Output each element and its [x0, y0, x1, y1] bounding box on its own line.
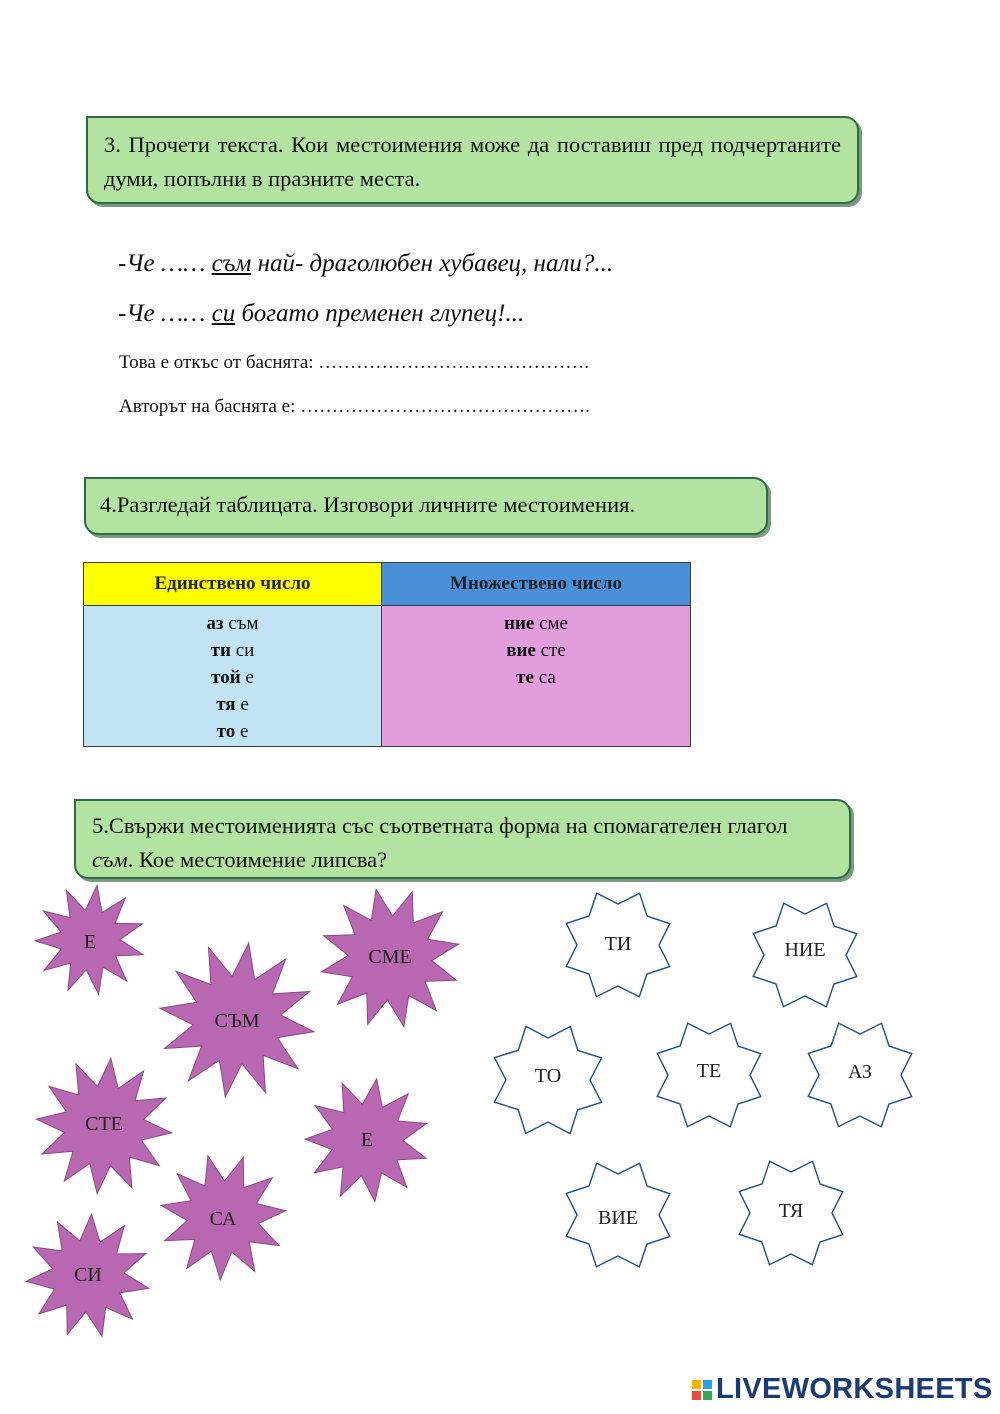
underlined-word-sam: съм — [211, 250, 252, 277]
header-plural: Множествено число — [382, 563, 691, 606]
star-label: НИЕ — [784, 939, 826, 961]
pronoun-star-4[interactable] — [808, 1023, 912, 1127]
pronoun-star-1[interactable] — [753, 903, 857, 1007]
pronoun-star-0[interactable] — [566, 893, 670, 997]
star-label: СТЕ — [85, 1113, 123, 1135]
liveworksheets-logo: LIVEWORKSHEETS — [692, 1373, 993, 1406]
verb-star-6[interactable] — [26, 1214, 149, 1336]
verb-star-3[interactable] — [36, 1058, 171, 1193]
star-label: Е — [83, 931, 97, 953]
star-label: ТИ — [604, 933, 632, 955]
author-name-line[interactable]: Авторът на баснята е: ………………………………………. — [119, 396, 590, 417]
verb-star-4[interactable] — [305, 1079, 427, 1202]
table-row: той е — [211, 667, 254, 688]
star-label: Е — [360, 1129, 374, 1151]
table-row: ние сме — [504, 613, 568, 634]
star-label: ТЕ — [696, 1060, 722, 1082]
logo-mark-icon — [692, 1380, 712, 1400]
pronoun-star-5[interactable] — [566, 1163, 670, 1267]
task3-instruction: 3. Прочети текста. Кои местоимения може да поставиш пред подчертаните думи, попълни в празните места. — [104, 132, 841, 191]
pronoun-star-2[interactable] — [494, 1026, 601, 1133]
table-row: аз съм — [206, 613, 259, 634]
table-row: те са — [516, 667, 556, 688]
fable-quote-2: -Че …… си богато пременен глупец!... — [118, 300, 525, 327]
verb-star-2[interactable] — [160, 943, 314, 1097]
star-label: АЗ — [848, 1061, 872, 1083]
table-row: ти си — [210, 640, 255, 661]
verb-star-5[interactable] — [161, 1156, 286, 1280]
star-label: ТЯ — [778, 1200, 804, 1222]
star-label: СА — [209, 1208, 237, 1230]
star-label: СИ — [74, 1264, 102, 1286]
table-row: тя е — [216, 694, 249, 715]
fable-quote-1: -Че …… съм най- драголюбен хубавец, нали?... — [118, 250, 614, 277]
header-singular: Единствено число — [84, 563, 382, 606]
star-label: ТО — [534, 1065, 562, 1087]
task5-instruction-box: 5.Свържи местоименията със съответната форма на спомагателен глагол съм. Кое местоимение липсва? — [74, 799, 851, 879]
underlined-word-si: си — [211, 300, 236, 327]
star-label: ВИЕ — [598, 1207, 638, 1229]
pronoun-star-3[interactable] — [657, 1023, 761, 1127]
pronoun-star-6[interactable] — [739, 1161, 843, 1265]
star-label: СЪМ — [214, 1010, 260, 1032]
task4-instruction: 4.Разгледай таблицата. Изговори личните местоимения. — [100, 492, 636, 517]
verb-star-1[interactable] — [321, 889, 458, 1026]
table-row: вие сте — [506, 640, 566, 661]
table-row: то е — [216, 721, 249, 742]
verb-star-0[interactable] — [35, 886, 143, 995]
star-label: СМЕ — [368, 946, 412, 968]
fable-name-line[interactable]: Това е откъс от баснята: ……………………………………. — [119, 352, 590, 373]
